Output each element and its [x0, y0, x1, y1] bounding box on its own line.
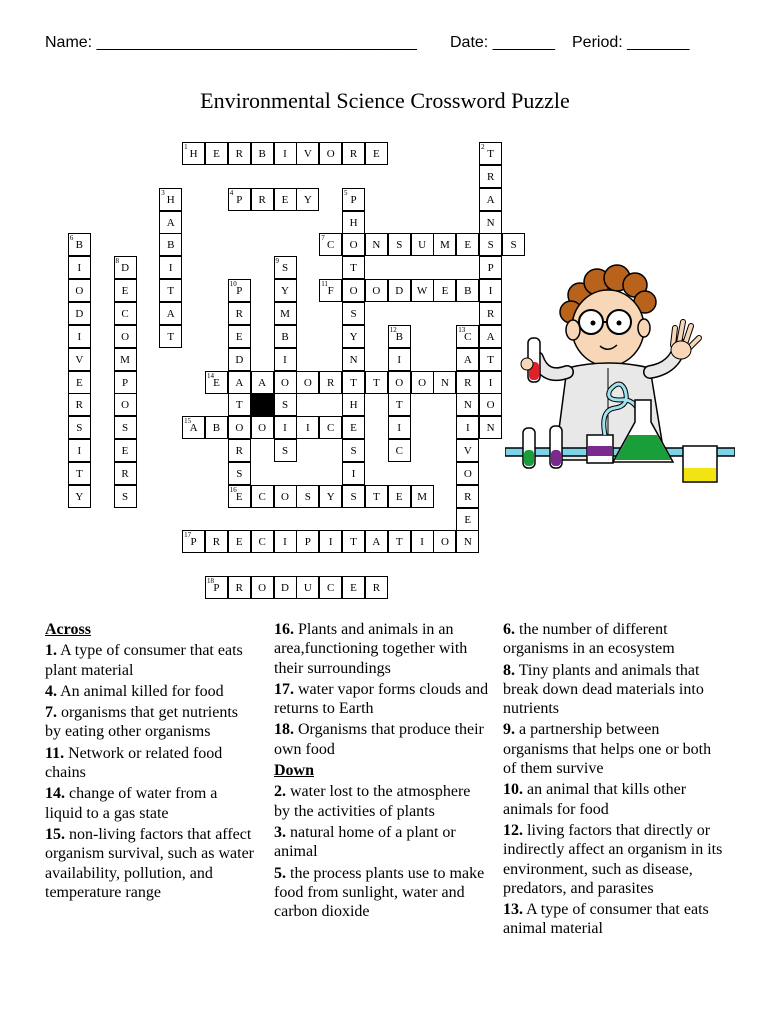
grid-letter: I — [397, 353, 402, 366]
grid-letter: M — [417, 490, 427, 503]
grid-letter: O — [486, 399, 495, 412]
across-heading: Across — [45, 621, 91, 638]
clue-number: 8 — [115, 257, 120, 266]
grid-letter: Y — [281, 285, 289, 298]
clue-number: 7 — [321, 234, 325, 243]
clue-across-1: 1. A type of consumer that eats plant material — [45, 642, 243, 679]
clue-down-6: 6. the number of different organisms in an ecosystem — [503, 621, 675, 658]
clue-number: 11 — [321, 280, 328, 289]
grid-letter: T — [75, 467, 83, 480]
grid-letter: E — [441, 285, 449, 298]
grid-letter: H — [166, 193, 175, 206]
grid-letter: A — [486, 330, 495, 343]
clue-number: 18 — [206, 577, 214, 586]
grid-letter: O — [349, 239, 358, 252]
clue-down-9: 9. a partnership between organisms that helps one or both of them survive — [503, 721, 712, 778]
grid-letter: S — [281, 262, 289, 275]
clue-across-17: 17. water vapor forms clouds and returns to Earth — [274, 680, 489, 718]
grid-letter: I — [306, 422, 310, 435]
clue-number: 5 — [344, 188, 348, 197]
clue-down-10: 10. an animal that kills other animals for food — [503, 781, 687, 818]
grid-letter: T — [235, 399, 243, 412]
clue-across-11: 11. Network or related food chains — [45, 744, 223, 782]
grid-letter: E — [350, 422, 357, 435]
grid-letter: B — [212, 422, 221, 435]
grid-letter: V — [75, 353, 84, 366]
grid-letter: R — [486, 307, 495, 320]
grid-letter: S — [350, 307, 357, 320]
grid-letter: B — [464, 285, 472, 298]
grid-letter: R — [235, 148, 243, 160]
grid-letter: I — [397, 422, 402, 435]
grid-letter: O — [121, 399, 130, 412]
grid-letter: O — [258, 582, 267, 595]
grid-letter: B — [167, 239, 175, 252]
grid-letter: I — [168, 262, 173, 275]
grid-letter: O — [440, 536, 449, 549]
clue-across-16: 16. Plants and animals in an area,functioning together with their surroundings — [274, 621, 468, 677]
grid-letter: A — [258, 376, 267, 389]
grid-letter: F — [327, 285, 334, 298]
grid-letter: T — [373, 490, 380, 503]
grid-letter: S — [236, 467, 243, 480]
grid-letter: I — [77, 262, 82, 275]
grid-letter: B — [258, 148, 266, 160]
grid-letter: E — [213, 376, 220, 389]
grid-letter: V — [303, 148, 312, 160]
grid-letter: M — [440, 239, 450, 252]
grid-letter: R — [464, 490, 472, 503]
grid-letter: S — [281, 445, 289, 458]
grid-letter: O — [258, 422, 267, 435]
grid-letter: N — [440, 376, 449, 389]
clue-number: 13 — [458, 325, 466, 334]
grid-letter: E — [281, 193, 289, 206]
name-field[interactable]: Name: ____________________________________ — [45, 34, 417, 51]
grid-letter: C — [121, 307, 129, 320]
grid-letter: S — [304, 490, 311, 503]
grid-letter: I — [283, 148, 287, 160]
clue-column-3 — [503, 620, 728, 941]
grid-letter: T — [350, 262, 357, 275]
grid-letter: S — [121, 422, 129, 435]
grid-letter: I — [328, 536, 333, 549]
grid-letter: R — [464, 376, 472, 389]
grid-letter: T — [487, 353, 494, 366]
grid-letter: A — [166, 216, 175, 229]
page-title: Environmental Science Crossword Puzzle — [200, 88, 570, 113]
grid-letter: T — [395, 536, 403, 549]
grid-letter: I — [420, 536, 424, 549]
grid-letter: R — [349, 148, 358, 160]
grid-letter: C — [327, 422, 335, 435]
grid-letter: H — [349, 399, 358, 412]
grid-letter: B — [75, 239, 84, 252]
grid-letter: R — [486, 170, 495, 183]
grid-letter: O — [281, 490, 289, 503]
grid-letter: I — [488, 285, 493, 298]
clue-down-3: 3. natural home of a plant or animal — [274, 823, 456, 861]
grid-letter: B — [281, 330, 289, 343]
grid-letter: D — [395, 285, 404, 298]
grid-letter: O — [372, 285, 381, 298]
clue-number: 12 — [389, 325, 397, 334]
grid-letter: T — [395, 399, 403, 412]
clue-number: 17 — [184, 531, 192, 540]
grid-letter: U — [418, 239, 427, 252]
grid-letter: N — [486, 216, 495, 229]
grid-letter: A — [166, 307, 175, 320]
grid-letter: A — [463, 353, 472, 366]
grid-letter: T — [350, 376, 357, 389]
grid-letter: C — [327, 582, 335, 595]
clue-number: 14 — [206, 371, 214, 380]
grid-letter: R — [372, 582, 381, 595]
grid-letter: P — [236, 193, 243, 206]
clue-number: 2 — [481, 143, 485, 151]
grid-letter: Y — [349, 330, 358, 343]
clue-column-2 — [274, 620, 489, 923]
grid-letter: E — [75, 376, 83, 389]
clue-number: 16 — [229, 485, 237, 494]
grid-letter: C — [464, 330, 472, 343]
grid-letter: O — [326, 148, 335, 160]
grid-letter: N — [463, 536, 472, 549]
grid-letter: N — [486, 422, 495, 435]
grid-letter: R — [121, 467, 129, 480]
grid-letter: V — [463, 445, 472, 458]
grid-letter: I — [283, 422, 287, 435]
grid-letter: D — [75, 307, 84, 320]
clue-number: 1 — [184, 143, 188, 151]
grid-letter: S — [396, 239, 403, 252]
grid-letter: E — [121, 285, 129, 298]
clue-down-8: 8. Tiny plants and animals that break down dead materials into nutrients — [503, 661, 704, 718]
grid-letter: C — [395, 445, 403, 458]
clue-number: 6 — [69, 234, 74, 243]
grid-letter: O — [463, 467, 472, 480]
clue-number: 15 — [184, 417, 192, 426]
grid-letter: D — [121, 262, 130, 275]
grid-letter: P — [121, 376, 129, 389]
down-heading: Down — [274, 762, 315, 780]
grid-letter: R — [235, 307, 243, 320]
grid-letter: I — [77, 330, 82, 343]
grid-letter: E — [350, 582, 357, 595]
grid-letter: R — [212, 536, 221, 549]
grid-letter: E — [235, 490, 243, 503]
clue-across-7: 7. organisms that get nutrients by eating other organisms — [45, 704, 239, 741]
grid-letter: E — [213, 148, 220, 160]
grid-letter: E — [395, 490, 403, 503]
grid-letter: P — [236, 285, 243, 298]
grid-letter: S — [76, 422, 83, 435]
grid-letter: O — [235, 422, 244, 435]
clue-across-15: 15. non-living factors that affect organism survival, such as water availability, pollution, and temperature range — [45, 825, 254, 901]
grid-letter: A — [486, 193, 495, 206]
clue-number: 4 — [229, 188, 234, 197]
grid-letter: S — [281, 399, 289, 412]
grid-letter: R — [327, 376, 335, 389]
grid-letter: E — [464, 239, 472, 252]
grid-letter: A — [189, 422, 198, 435]
clue-across-14: 14. change of water from a liquid to a gas state — [45, 785, 218, 822]
clue-number: 9 — [275, 257, 279, 266]
grid-letter: T — [487, 148, 494, 160]
grid-letter: M — [280, 307, 290, 320]
grid-letter: I — [283, 536, 287, 549]
clue-number: 10 — [229, 280, 237, 289]
grid-letter: O — [75, 285, 84, 298]
grid-letter: H — [189, 148, 198, 160]
clue-column-1 — [45, 620, 255, 904]
clue-number: 3 — [161, 188, 165, 197]
grid-letter: C — [258, 536, 266, 549]
grid-letter: W — [416, 285, 428, 298]
grid-letter: T — [167, 330, 175, 343]
clue-down-2: 2. water lost to the atmosphere by the activities of plants — [274, 783, 471, 820]
grid-letter: Y — [303, 193, 312, 206]
grid-letter: E — [235, 536, 243, 549]
grid-letter: P — [304, 536, 311, 549]
grid-letter: R — [235, 582, 243, 595]
grid-letter: O — [281, 376, 289, 389]
clue-down-5: 5. the process plants use to make food from sunlight, water and carbon dioxide — [274, 864, 485, 921]
grid-letter: E — [464, 513, 472, 526]
clue-down-13: 13. A type of consumer that eats animal material — [503, 901, 709, 938]
grid-letter: I — [465, 422, 470, 435]
grid-letter: S — [350, 445, 357, 458]
grid-letter: P — [487, 262, 494, 275]
grid-letter: E — [373, 148, 380, 160]
grid-letter: P — [213, 582, 220, 595]
grid-letter: T — [373, 376, 380, 389]
date-field[interactable]: Date: _______ — [450, 34, 555, 51]
grid-letter: E — [121, 445, 129, 458]
grid-letter: O — [121, 330, 130, 343]
grid-letter: T — [167, 285, 175, 298]
clue-across-4: 4. An animal killed for food — [45, 682, 224, 700]
grid-letter: S — [121, 490, 129, 503]
grid-letter: A — [235, 376, 244, 389]
grid-letter: R — [235, 445, 243, 458]
grid-letter: T — [350, 536, 357, 549]
grid-letter: S — [510, 239, 517, 252]
period-field[interactable]: Period: _______ — [572, 34, 690, 51]
clue-across-18: 18. Organisms that produce their own food — [274, 721, 484, 758]
grid-letter: N — [372, 239, 381, 252]
grid-letter: M — [120, 353, 130, 366]
grid-letter: O — [395, 376, 404, 389]
grid-letter: I — [488, 376, 493, 389]
grid-letter: O — [303, 376, 312, 389]
grid-letter: U — [303, 582, 312, 595]
grid-letter: I — [283, 353, 287, 366]
grid-letter: Y — [326, 490, 335, 503]
grid-letter: S — [350, 490, 357, 503]
grid-letter: O — [418, 376, 427, 389]
grid-letter: S — [487, 239, 494, 252]
grid-letter: I — [77, 445, 82, 458]
grid-letter: C — [258, 490, 266, 503]
grid-letter: I — [351, 467, 356, 480]
grid-letter: N — [463, 399, 472, 412]
grid-letter: H — [349, 216, 358, 229]
grid-letter: D — [235, 353, 244, 366]
grid-letter: Y — [75, 490, 84, 503]
grid-letter: N — [349, 353, 358, 366]
grid-letter: C — [327, 239, 335, 252]
grid-letter: P — [350, 193, 357, 206]
grid-letter: O — [349, 285, 358, 298]
grid-letter: B — [395, 330, 403, 343]
grid-letter: D — [281, 582, 289, 595]
grid-letter: E — [235, 330, 243, 343]
grid-letter: R — [75, 399, 84, 412]
grid-letter: A — [372, 536, 381, 549]
grid-letter: R — [258, 193, 266, 206]
clue-down-12: 12. living factors that directly or indirectly affect an organism in its environment, such as disease, predators, and parasites — [503, 821, 723, 897]
grid-letter: P — [190, 536, 197, 549]
